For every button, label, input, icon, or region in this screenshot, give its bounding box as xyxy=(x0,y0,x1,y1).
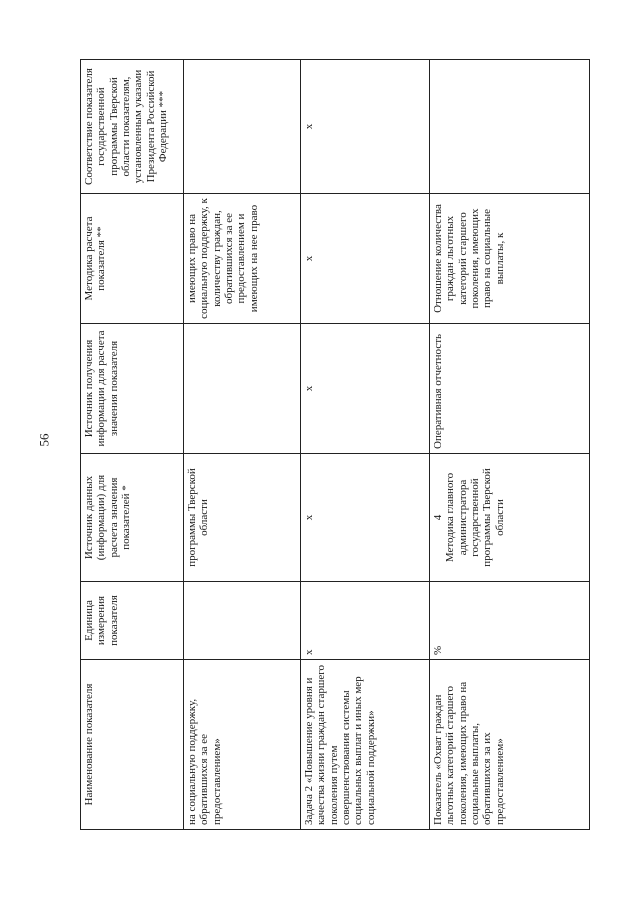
cell-unit: х xyxy=(301,582,430,660)
cell-data-source: 4 Методика главного администратора государственной программы Тверской области xyxy=(430,454,590,582)
page-number: 56 xyxy=(36,433,52,447)
table-row xyxy=(430,60,590,830)
header-indicator-name: Наименование показателя xyxy=(81,660,184,830)
cell-method: х xyxy=(301,194,430,324)
cell-name: Показатель «Охват граждан льготных категорий старшего поколения, имеющих право на социальные выплаты, обратившихся за их предоставлением» xyxy=(430,660,590,830)
header-unit: Единица измерения показателя xyxy=(81,582,184,660)
cell-compliance xyxy=(184,60,301,194)
cell-info-source: х xyxy=(301,324,430,454)
rotated-page xyxy=(80,60,590,830)
cell-name: Задача 2 «Повышение уровня и качества жизни граждан старшего поколения путем совершенствования системы социальных выплат и иных мер социальной поддержки» xyxy=(301,660,430,830)
cell-unit xyxy=(184,582,301,660)
cell-compliance: х xyxy=(301,60,430,194)
header-info-source: Источник получения информации для расчета значения показателя xyxy=(81,324,184,454)
cell-info-source xyxy=(184,324,301,454)
cell-method: Отношение количества граждан льготных категорий старшего поколения, имеющих право на социальные выплаты, к xyxy=(430,194,590,324)
header-data-source: Источник данных (информации) для расчета значения показателей * xyxy=(81,454,184,582)
cell-name: на социальную поддержку, обратившихся за ее предоставлением» xyxy=(184,660,301,830)
cell-data-source: программы Тверской области xyxy=(184,454,301,582)
cell-data-source: х xyxy=(301,454,430,582)
table-row xyxy=(184,60,301,830)
cell-method: имеющих право на социальную поддержку, к количеству граждан, обратившихся за ее предоставлением и имеющих на нее право xyxy=(184,194,301,324)
header-method: Методика расчета показателя ** xyxy=(81,194,184,324)
indicator-table xyxy=(80,59,590,830)
table-header-row xyxy=(81,60,184,830)
table-row xyxy=(301,60,430,830)
cell-info-source: Оперативная отчетность xyxy=(430,324,590,454)
header-compliance: Соответствие показателя государственной программы Тверской области показателям, установленным указами Президента Российской Федерации *** xyxy=(81,60,184,194)
cell-unit: % xyxy=(430,582,590,660)
cell-compliance xyxy=(430,60,590,194)
